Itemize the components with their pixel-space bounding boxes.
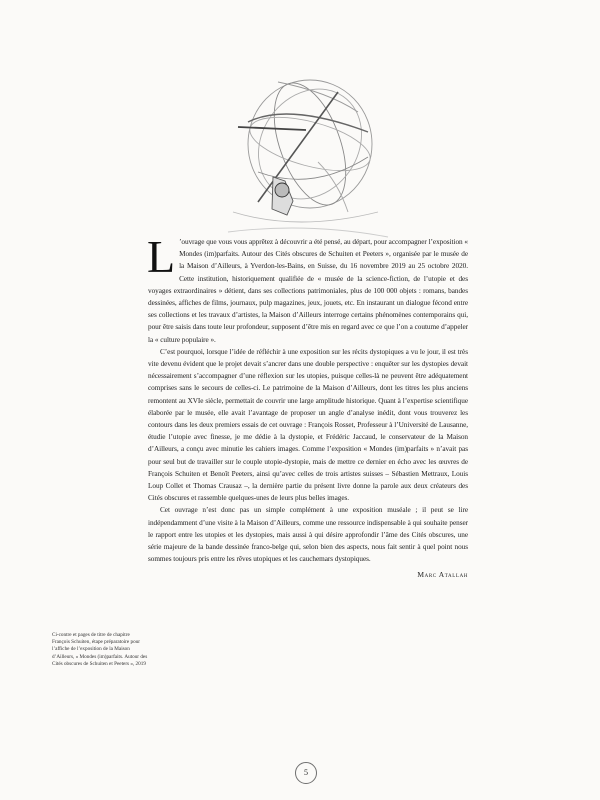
paragraph-1: L ’ouvrage que vous vous apprêtez à découvrir a été pensé, au départ, pour accompagner l’exposition « Mondes (im)parfaits. Autour des Cités obscures de Schuiten et Peeters », organisée par le musée de la Maison d’Ailleurs, à Yverdon-les-Bains, en Suisse, du 16 novembre 2019 au 25 octobre 2020. Cette institution, historiquement qualifiée de « musée de la science-fiction, de l’utopie et des voyages extraordinaires » détient, dans ses collections patrimoniales, plus de 100 000 objets : romans, bandes dessinées, affiches de films, journaux, pulp magazines, jeux, jouets, etc. En instaurant un dialogue fécond entre ses collections et les travaux d’artistes, la Maison d’Ailleurs interroge certains phénomènes contemporains qui, pour être saisis dans toute leur profondeur, supposent d’être mis en regard avec ce que l’on a coutume d’appeler la « culture populaire ». (147, 231, 468, 344)
drop-cap: L (147, 231, 176, 282)
paragraph-3: Cet ouvrage n’est donc pas un simple complément à une exposition muséale ; il peut se lire indépendamment d’une visite à la Maison d’Ailleurs, comme une ressource indispensable à qui souhaite penser le rapport entre les utopies et les dystopies, mais aussi à qui désire approfondir l’âme des Cités obscures, une série majeure de la bande dessinée franco-belge qui, selon bien des aspects, nous fait sentir à quel point nous sommes toujours pris entre les rêves utopiques et les cauchemars dystopiques. (148, 506, 468, 564)
paragraph-2: C’est pourquoi, lorsque l’idée de réfléchir à une exposition sur les récits dystopiques a vu le jour, il est très vite devenu évident que le projet devait s’ancrer dans une double perspective : enquêter sur les dystopies devait nécessairement s’accompagner d’une réflexion sur les utopies, puisque celles-là ne peuvent être adéquatement comprises sans le secours de celles-ci. Le patrimoine de la Maison d’Ailleurs, dont les titres les plus anciens remontent au XVIe siècle, permettait de couvrir une large amplitude historique. Quant à l’expertise scientifique élaborée par le musée, elle avait l’avantage de proposer un angle d’analyse inédit, dont vous trouverez les contours dans les deux premiers essais de cet ouvrage : François Rosset, Professeur à l’Université de Lausanne, étudie l’utopie avec finesse, je me dédie à la dystopie, et Frédéric Jaccaud, le conservateur de la Maison d’Ailleurs, a conçu avec minutie les cahiers images. Comme l’exposition « Mondes (im)parfaits » n’avait pas pour seul but de travailler sur le couple utopie-dystopie, mais de mettre ce dernier en écho avec les œuvres de François Schuiten et Benoît Peeters, ainsi qu’avec celles de trois artistes suisses – Sébastien Mettraux, Louis Loup Collet et Thomas Crausaz –, la dernière partie du présent livre donne la parole aux deux créateurs des Cités obscures et rassemble quelques-unes de leurs plus belles images. (148, 347, 468, 503)
armillary-sphere-illustration (218, 62, 394, 247)
page-number: 5 (295, 762, 317, 784)
image-caption: Ci-contre et pages de titre de chapitre François Schuiten, étape préparatoire pour l’affiche de l’exposition de la Maison d’Ailleurs, « Mondes (im)parfaits. Autour des Cités obscures de Schuiten et Peeters », 2019 (52, 632, 148, 667)
body-text (147, 231, 468, 582)
author-signature: Marc Atallah (417, 570, 468, 580)
